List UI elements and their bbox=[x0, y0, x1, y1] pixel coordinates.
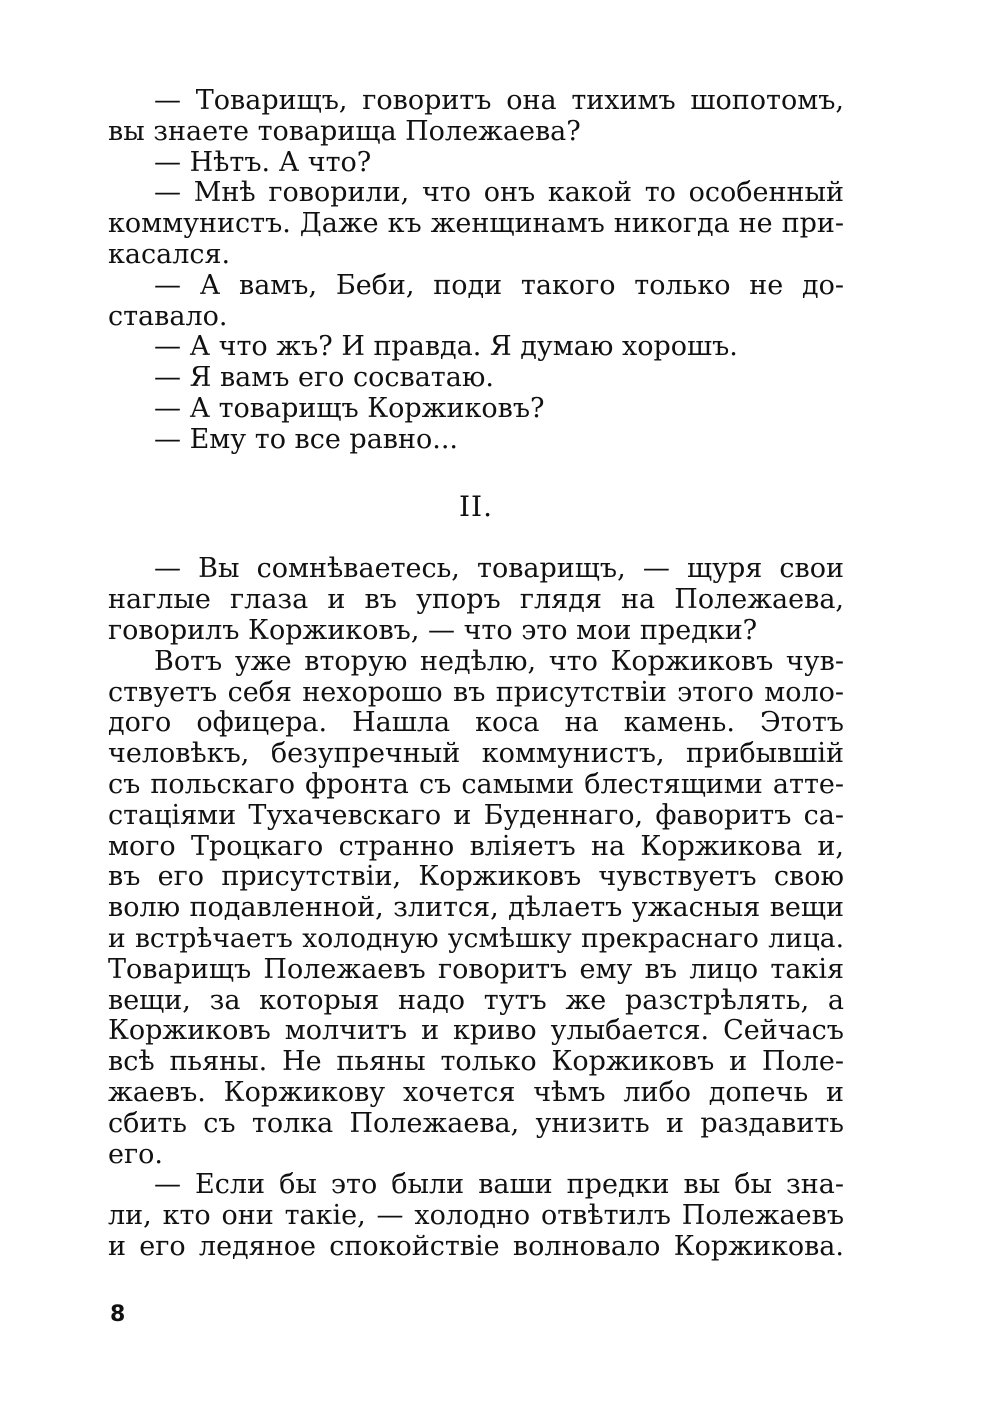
text-line: Товарищъ Полежаевъ говоритъ ему въ лицо такія bbox=[108, 953, 844, 985]
text-line: ствуетъ себя нехорошо въ присутствіи этого моло- bbox=[108, 676, 844, 708]
text-line: дого офицера. Нашла коса на камень. Этотъ bbox=[108, 707, 844, 739]
text-line: — Я вамъ его сосватаю. bbox=[154, 362, 494, 394]
text-line: ли, кто они такіе, — холодно отвѣтилъ Полежаевъ bbox=[108, 1200, 844, 1232]
text-line: и встрѣчаетъ холодную усмѣшку прекраснаго лица. bbox=[108, 922, 844, 954]
chapter-heading: II. bbox=[458, 489, 494, 523]
text-line: — Вы сомнѣваетесь, товарищъ, — щуря свои bbox=[154, 553, 844, 585]
page-number: 8 bbox=[110, 1302, 126, 1327]
text-line: — Нѣтъ. А что? bbox=[154, 146, 372, 178]
text-line: сбить съ толка Полежаева, унизить и раздавить bbox=[108, 1107, 844, 1139]
text-line: жаевъ. Коржикову хочется чѣмъ либо допечь и bbox=[108, 1076, 844, 1108]
text-line: наглые глаза и въ упоръ глядя на Полежаева, bbox=[108, 584, 844, 616]
text-line: и его ледяное спокойствіе волновало Коржикова. bbox=[108, 1230, 844, 1262]
text-line: его. bbox=[108, 1138, 163, 1170]
text-line: — А что жъ? И правда. Я думаю хорошъ. bbox=[154, 331, 738, 363]
text-line: говорилъ Коржиковъ, — что это мои предки? bbox=[108, 614, 758, 646]
text-line: съ польскаго фронта съ самыми блестящими атте- bbox=[108, 768, 844, 800]
text-line: волю подавленной, злится, дѣлаетъ ужасныя вещи bbox=[108, 892, 844, 924]
text-line: коммунистъ. Даже къ женщинамъ никогда не при- bbox=[108, 208, 844, 240]
text-line: мого Троцкаго странно вліяетъ на Коржикова и, bbox=[108, 830, 844, 862]
text-line: Коржиковъ молчитъ и криво улыбается. Сейчасъ bbox=[108, 1015, 844, 1047]
text-line: вы знаете товарища Полежаева? bbox=[108, 115, 581, 147]
text-line: — Если бы это были ваши предки вы бы зна- bbox=[154, 1169, 844, 1201]
text-line: — Ему то все равно... bbox=[154, 423, 459, 455]
text-line: всѣ пьяны. Не пьяны только Коржиковъ и Поле- bbox=[108, 1046, 844, 1078]
text-line: — А вамъ, Беби, поди такого только не до- bbox=[154, 269, 844, 301]
text-line: ставало. bbox=[108, 300, 228, 332]
text-line: Вотъ уже вторую недѣлю, что Коржиковъ чув- bbox=[154, 645, 844, 677]
text-line: — Мнѣ говорили, что онъ какой то особенный bbox=[154, 177, 844, 209]
text-line: касался. bbox=[108, 238, 231, 270]
text-line: стаціями Тухачевскаго и Буденнаго, фаворитъ са- bbox=[108, 799, 844, 831]
page-text bbox=[108, 86, 844, 1263]
text-line: въ его присутствіи, Коржиковъ чувствуетъ свою bbox=[108, 861, 844, 893]
text-line: вещи, за которыя надо тутъ же разстрѣлять, а bbox=[108, 984, 844, 1016]
text-line: — Товарищъ, говоритъ она тихимъ шопотомъ, bbox=[154, 85, 844, 116]
text-line: человѣкъ, безупречный коммунистъ, прибывшій bbox=[108, 738, 844, 770]
text-line: — А товарищъ Коржиковъ? bbox=[154, 392, 545, 424]
